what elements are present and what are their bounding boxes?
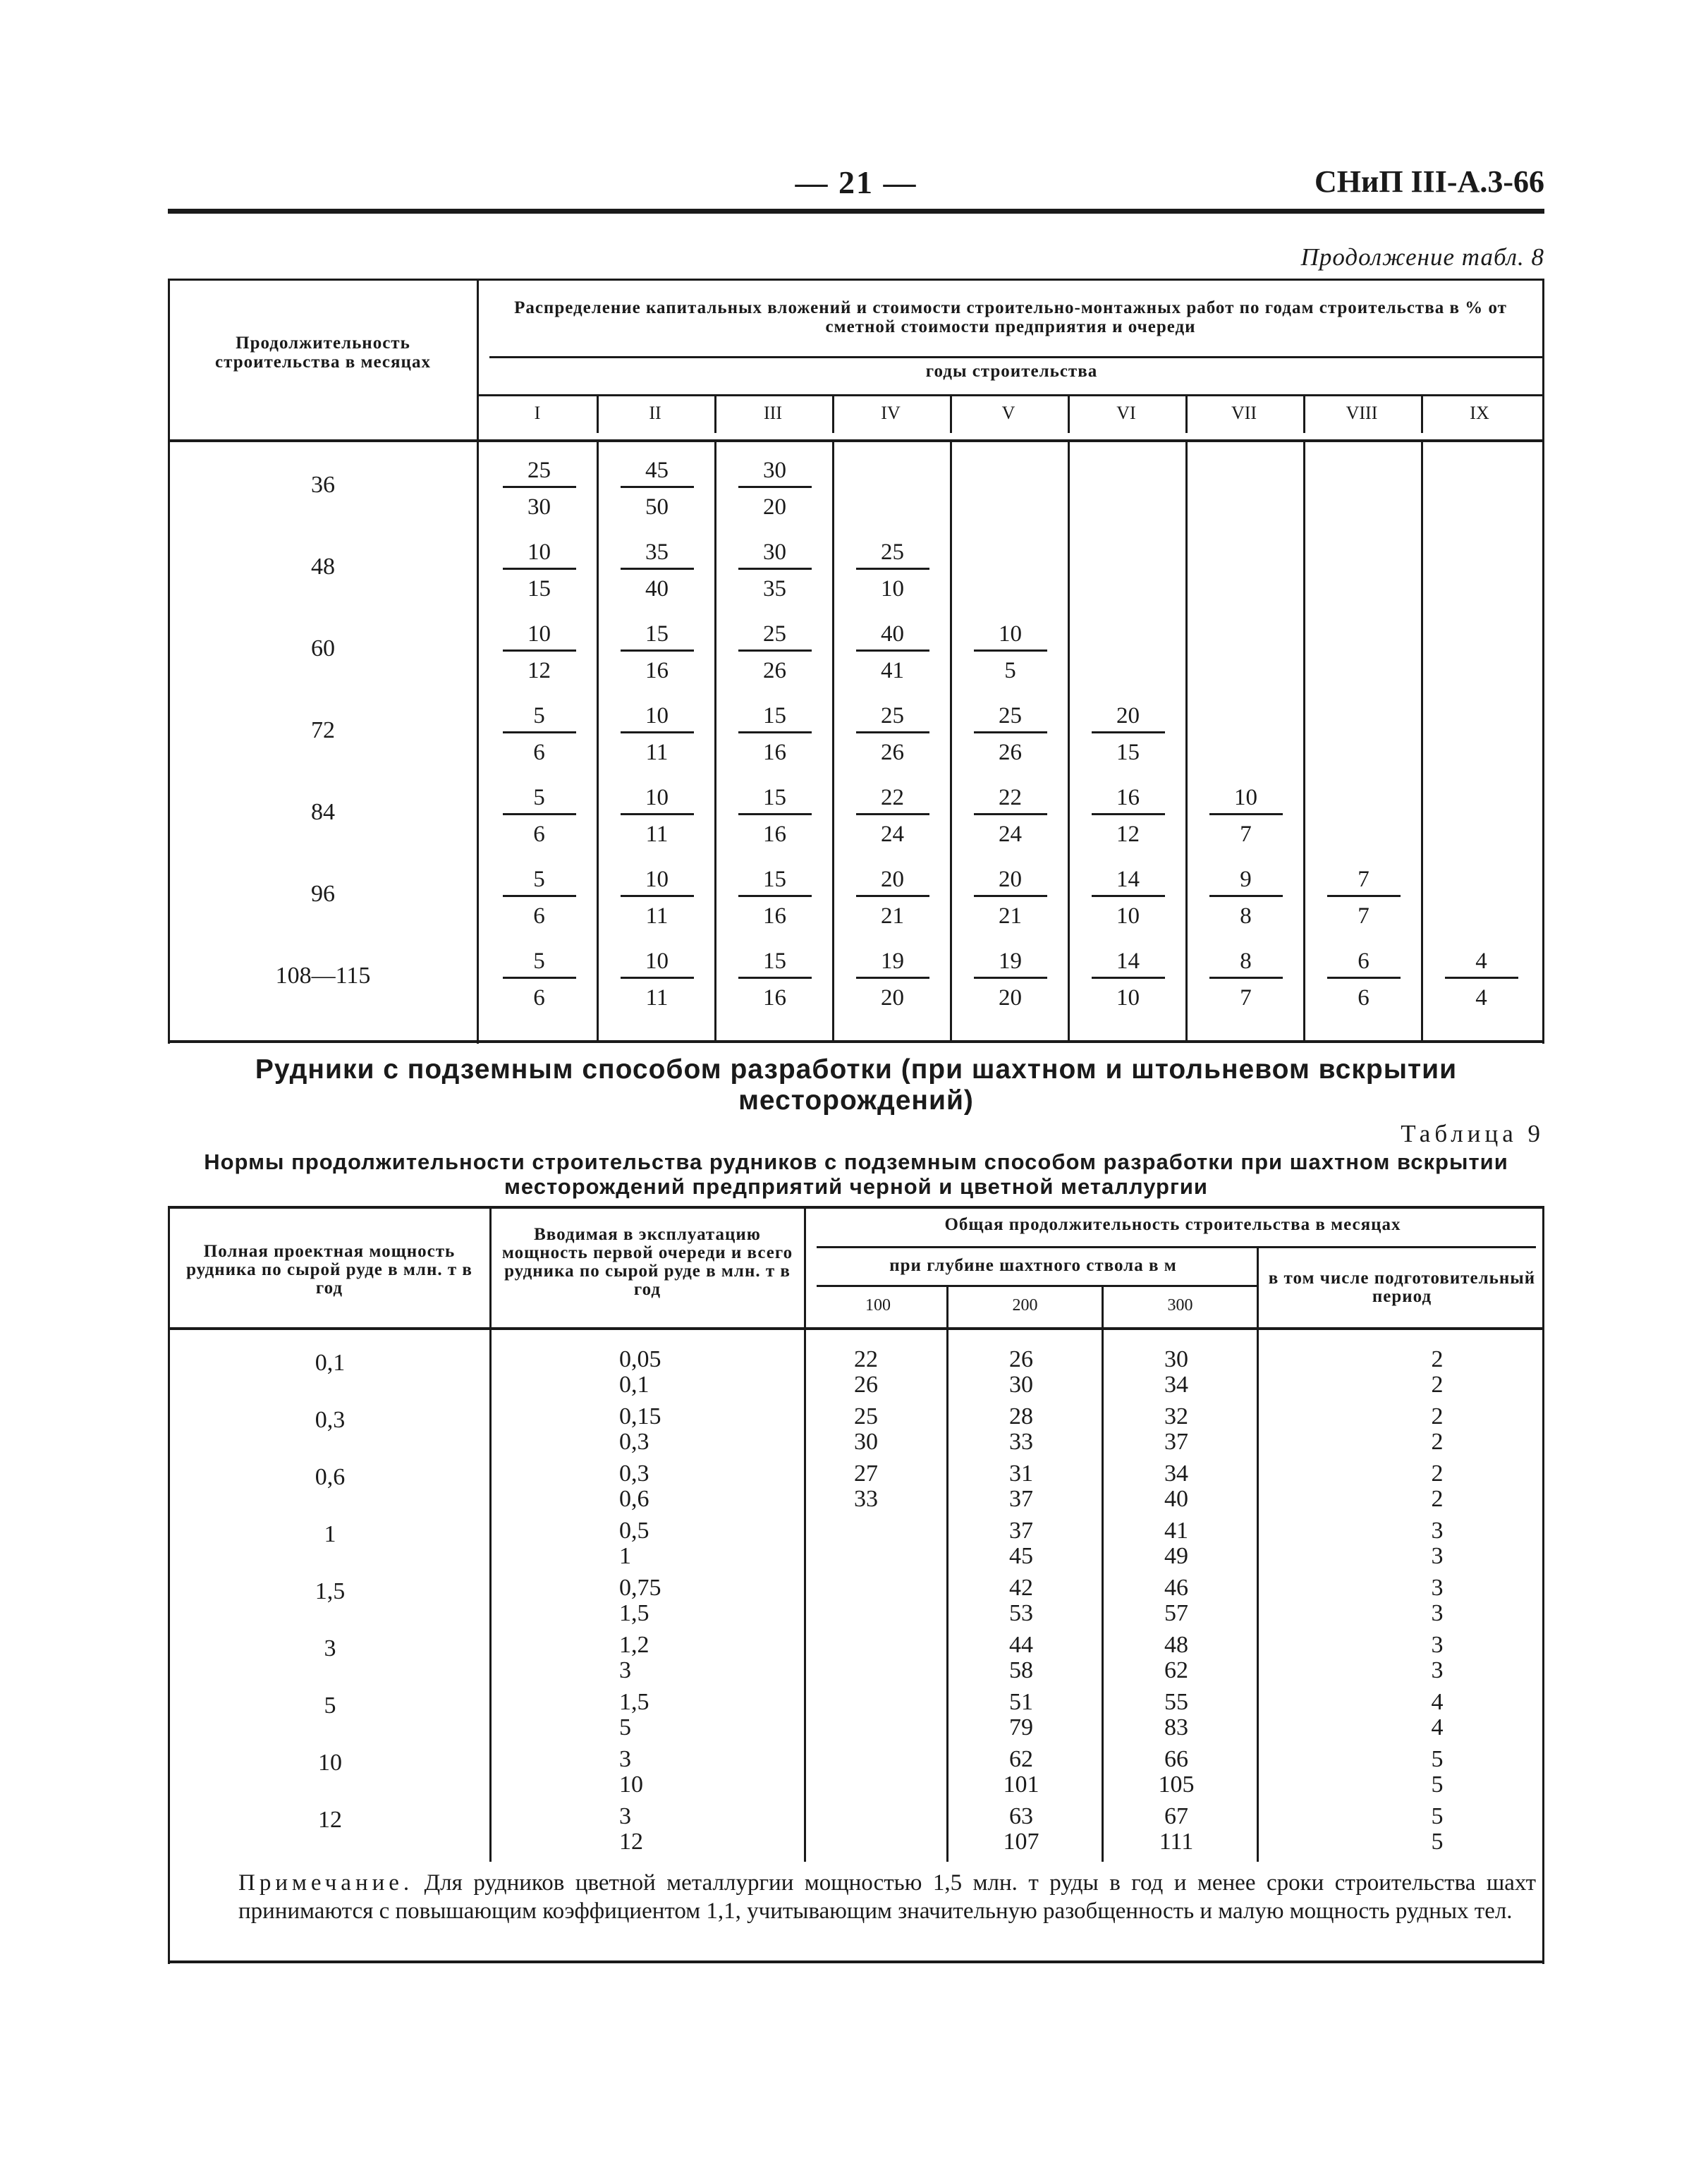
capital-investment-percent: 15: [738, 946, 812, 979]
table-rule: [817, 1246, 1536, 1248]
capital-investment-percent: 5: [503, 864, 576, 897]
capacity-cell: 5: [324, 1693, 336, 1719]
prep-period-cell: 3 3: [1431, 1575, 1444, 1626]
duration-months: 36: [311, 472, 335, 498]
fraction-cell: [1092, 946, 1165, 1010]
construction-works-percent: 50: [645, 494, 669, 520]
table-rule: [168, 1040, 1544, 1043]
fraction-cell: [621, 455, 694, 519]
fraction-cell: [621, 864, 694, 928]
depth-200-cell: 62 101: [1003, 1746, 1039, 1798]
construction-works-percent: 24: [881, 822, 904, 847]
table-rule: [168, 439, 1544, 442]
header-rule: [168, 209, 1544, 214]
table-rule: [1102, 1287, 1104, 1862]
depth-100-cell: 27 33: [854, 1460, 878, 1512]
fraction-cell: [974, 782, 1047, 846]
capital-investment-percent: 10: [621, 864, 694, 897]
capital-investment-percent: 14: [1092, 946, 1165, 979]
capital-investment-percent: 4: [1445, 946, 1518, 979]
capital-investment-percent: 5: [503, 700, 576, 733]
construction-works-percent: 21: [999, 903, 1022, 929]
depth-300-cell: 66 105: [1158, 1746, 1195, 1798]
capital-investment-percent: 9: [1209, 864, 1283, 897]
capital-investment-percent: 40: [856, 618, 929, 652]
capacity-cell: 1,5: [315, 1578, 346, 1604]
fraction-cell: [974, 700, 1047, 764]
construction-works-percent: 7: [1240, 985, 1252, 1011]
table-rule: [1303, 442, 1305, 1042]
construction-works-percent: 30: [527, 494, 551, 520]
first-stage-cell: 1,5 5: [619, 1689, 649, 1740]
table-rule: [832, 442, 834, 1042]
fraction-cell: [1092, 864, 1165, 928]
fraction-cell: [738, 700, 812, 764]
year-header: III: [764, 403, 782, 423]
fraction-cell: [738, 946, 812, 1010]
table-rule: [168, 1206, 170, 1964]
prep-period-cell: 2 2: [1431, 1346, 1444, 1398]
depth-300-cell: 67 111: [1159, 1803, 1194, 1855]
depth-100-cell: 25 30: [854, 1403, 878, 1455]
capital-investment-percent: 22: [856, 782, 929, 815]
fraction-cell: [621, 618, 694, 683]
depth-300-header: 300: [1167, 1296, 1193, 1315]
depth-300-cell: 55 83: [1164, 1689, 1188, 1740]
construction-works-percent: 16: [763, 740, 786, 765]
fraction-cell: [621, 537, 694, 601]
duration-months: 108—115: [275, 963, 371, 989]
construction-works-percent: 10: [1116, 903, 1140, 929]
construction-works-percent: 26: [881, 740, 904, 765]
fraction-cell: [1327, 864, 1401, 928]
note-lead: Примечание.: [238, 1870, 414, 1896]
fraction-cell: [503, 537, 576, 601]
depth-300-cell: 30 34: [1164, 1346, 1188, 1398]
construction-works-percent: 11: [645, 740, 669, 765]
construction-works-percent: 15: [1116, 740, 1140, 765]
table-rule: [804, 1206, 806, 1862]
capital-investment-percent: 45: [621, 455, 694, 488]
fraction-cell: [1092, 700, 1165, 764]
fraction-cell: [503, 782, 576, 846]
page-header: [168, 164, 1544, 206]
year-header: V: [1001, 403, 1015, 423]
capital-investment-percent: 30: [738, 455, 812, 488]
fraction-cell: [1445, 946, 1518, 1010]
construction-works-percent: 10: [881, 576, 904, 602]
table-rule: [479, 394, 1544, 396]
document-code: СНиП III-А.3-66: [1314, 164, 1544, 199]
capital-investment-percent: 20: [1092, 700, 1165, 733]
table-9: [168, 1206, 1544, 1964]
depth-200-cell: 51 79: [1009, 1689, 1033, 1740]
first-stage-cell: 0,05 0,1: [619, 1346, 661, 1398]
first-stage-cell: 1,2 3: [619, 1632, 649, 1683]
table-rule: [1185, 442, 1188, 1042]
fraction-cell: [856, 946, 929, 1010]
capital-investment-percent: 15: [621, 618, 694, 652]
table-9-label: Таблица 9: [1401, 1120, 1544, 1147]
construction-works-percent: 12: [527, 658, 551, 683]
capacity-cell: 0,6: [315, 1464, 346, 1490]
capacity-cell: 0,3: [315, 1407, 346, 1433]
table-8: [168, 279, 1544, 1044]
construction-works-percent: 5: [1004, 658, 1016, 683]
table-rule: [714, 442, 716, 1042]
fraction-cell: [1092, 782, 1165, 846]
capital-investment-percent: 6: [1327, 946, 1401, 979]
capital-investment-percent: 35: [621, 537, 694, 570]
construction-works-percent: 11: [645, 903, 669, 929]
capital-investment-percent: 15: [738, 864, 812, 897]
year-header: VIII: [1346, 403, 1378, 423]
capital-investment-percent: 19: [856, 946, 929, 979]
capital-investment-percent: 15: [738, 700, 812, 733]
capital-investment-percent: 10: [503, 537, 576, 570]
capital-investment-percent: 10: [621, 946, 694, 979]
fraction-cell: [503, 946, 576, 1010]
table-rule: [168, 1327, 1544, 1330]
fraction-cell: [738, 455, 812, 519]
table-rule: [1542, 279, 1544, 1044]
depth-300-cell: 41 49: [1164, 1518, 1188, 1569]
depth-200-cell: 28 33: [1009, 1403, 1033, 1455]
construction-works-percent: 20: [763, 494, 786, 520]
construction-works-percent: 10: [1116, 985, 1140, 1011]
prep-period-cell: 3 3: [1431, 1632, 1444, 1683]
fraction-cell: [621, 700, 694, 764]
construction-works-percent: 16: [763, 822, 786, 847]
year-header: VI: [1116, 403, 1136, 423]
note-text: Для рудников цветной металлургии мощностью 1,5 млн. т руды в год и менее сроки строительства шахт принимаются с повышающим коэффициентом 1,1, учитывающим значительную разобщенность и малую мощность рудных тел.: [238, 1870, 1537, 1924]
first-stage-cell: 0,3 0,6: [619, 1460, 649, 1512]
construction-works-percent: 35: [763, 576, 786, 602]
year-header: IV: [881, 403, 901, 423]
first-stage-header: Вводимая в эксплуатацию мощность первой очереди и всего рудника по сырой руде в млн. т в год: [501, 1225, 793, 1299]
capacity-cell: 1: [324, 1521, 336, 1547]
depth-200-cell: 42 53: [1009, 1575, 1033, 1626]
construction-works-percent: 15: [527, 576, 551, 602]
construction-works-percent: 20: [999, 985, 1022, 1011]
fraction-cell: [738, 782, 812, 846]
shaft-depth-header: при глубине шахтного ствола в м: [889, 1256, 1177, 1275]
capital-investment-percent: 5: [503, 782, 576, 815]
capacity-cell: 12: [318, 1807, 342, 1833]
construction-works-percent: 24: [999, 822, 1022, 847]
construction-works-percent: 8: [1240, 903, 1252, 929]
prep-period-cell: 2 2: [1431, 1460, 1444, 1512]
fraction-cell: [621, 782, 694, 846]
depth-100-cell: 22 26: [854, 1346, 878, 1398]
capital-investment-percent: 15: [738, 782, 812, 815]
construction-works-percent: 11: [645, 985, 669, 1011]
capital-investment-percent: 10: [503, 618, 576, 652]
fraction-cell: [503, 455, 576, 519]
capital-investment-percent: 25: [503, 455, 576, 488]
table-continuation-label: Продолжение табл. 8: [1300, 243, 1544, 271]
construction-works-percent: 41: [881, 658, 904, 683]
first-stage-cell: 0,75 1,5: [619, 1575, 661, 1626]
capital-investment-percent: 14: [1092, 864, 1165, 897]
capital-investment-percent: 10: [621, 782, 694, 815]
table-rule: [168, 279, 170, 1044]
depth-200-cell: 31 37: [1009, 1460, 1033, 1512]
section-title: Рудники с подземным способом разработки (при шахтном и штольневом вскрытии месторождений): [255, 1054, 1458, 1116]
table-rule: [168, 1206, 1544, 1209]
capital-investment-percent: 8: [1209, 946, 1283, 979]
fraction-cell: [1209, 782, 1283, 846]
capacity-cell: 0,1: [315, 1350, 346, 1376]
construction-works-percent: 40: [645, 576, 669, 602]
construction-works-percent: 6: [533, 903, 545, 929]
depth-100-header: 100: [865, 1296, 891, 1315]
table-rule: [477, 279, 479, 1044]
duration-months: 96: [311, 881, 335, 907]
construction-works-percent: 6: [533, 740, 545, 765]
first-stage-cell: 3 12: [619, 1803, 643, 1855]
construction-works-percent: 26: [999, 740, 1022, 765]
fraction-cell: [974, 618, 1047, 683]
construction-works-percent: 26: [763, 658, 786, 683]
capacity-cell: 10: [318, 1750, 342, 1776]
distribution-header: Распределение капитальных вложений и стоимости строительно-монтажных работ по годам строительства в % от сметной стоимости предприятия и очереди: [514, 298, 1507, 336]
fraction-cell: [974, 864, 1047, 928]
fraction-cell: [856, 700, 929, 764]
table-rule: [168, 1960, 1544, 1963]
duration-months: 60: [311, 635, 335, 661]
capital-investment-percent: 20: [974, 864, 1047, 897]
duration-months: 84: [311, 799, 335, 825]
construction-works-percent: 20: [881, 985, 904, 1011]
table-rule: [817, 1285, 1257, 1287]
year-header: II: [649, 403, 661, 423]
table-9-title: Нормы продолжительности строительства рудников с подземным способом разработки при шахтном вскрытии месторождений предприятий черной и цветной металлургии: [204, 1149, 1508, 1199]
capital-investment-percent: 10: [621, 700, 694, 733]
depth-200-cell: 26 30: [1009, 1346, 1033, 1398]
construction-works-percent: 6: [1358, 985, 1370, 1011]
table-rule: [597, 442, 599, 1042]
fraction-cell: [621, 946, 694, 1010]
prep-period-cell: 3 3: [1431, 1518, 1444, 1569]
page-number: — 21 —: [795, 164, 917, 200]
year-header: IX: [1470, 403, 1489, 423]
capital-investment-percent: 5: [503, 946, 576, 979]
table-rule: [1257, 1246, 1259, 1862]
depth-200-cell: 44 58: [1009, 1632, 1033, 1683]
depth-300-cell: 32 37: [1164, 1403, 1188, 1455]
table-rule: [1068, 442, 1070, 1042]
table-rule: [489, 1206, 492, 1862]
construction-works-percent: 11: [645, 822, 669, 847]
construction-works-percent: 7: [1240, 822, 1252, 847]
capital-investment-percent: 10: [974, 618, 1047, 652]
construction-works-percent: 4: [1475, 985, 1487, 1011]
prep-period-cell: 5 5: [1431, 1746, 1444, 1798]
capital-investment-percent: 25: [856, 537, 929, 570]
table-rule: [946, 1287, 948, 1862]
capital-investment-percent: 7: [1327, 864, 1401, 897]
first-stage-cell: 0,15 0,3: [619, 1403, 661, 1455]
prep-period-cell: 2 2: [1431, 1403, 1444, 1455]
fraction-cell: [738, 537, 812, 601]
first-stage-cell: 0,5 1: [619, 1518, 649, 1569]
fraction-cell: [856, 864, 929, 928]
fraction-cell: [1209, 946, 1283, 1010]
first-stage-cell: 3 10: [619, 1746, 643, 1798]
total-duration-header: Общая продолжительность строительства в месяцах: [944, 1215, 1401, 1234]
duration-months: 48: [311, 554, 335, 580]
fraction-cell: [503, 864, 576, 928]
stub-header: Продолжительность строительства в месяцах: [215, 334, 431, 372]
capital-investment-percent: 16: [1092, 782, 1165, 815]
construction-works-percent: 16: [763, 903, 786, 929]
table-rule: [1542, 1206, 1544, 1964]
capital-investment-percent: 25: [974, 700, 1047, 733]
prep-period-cell: 5 5: [1431, 1803, 1444, 1855]
table-rule: [1421, 442, 1423, 1042]
depth-300-cell: 46 57: [1164, 1575, 1188, 1626]
construction-works-percent: 12: [1116, 822, 1140, 847]
construction-works-percent: 21: [881, 903, 904, 929]
table-rule: [489, 356, 1544, 358]
year-header: I: [534, 403, 541, 423]
table-rule: [168, 279, 1544, 281]
depth-300-cell: 48 62: [1164, 1632, 1188, 1683]
capital-investment-percent: 25: [856, 700, 929, 733]
years-header: годы строительства: [925, 362, 1098, 381]
table-rule: [950, 442, 952, 1042]
depth-200-cell: 63 107: [1003, 1803, 1039, 1855]
table-9-note: [238, 1869, 1536, 1925]
duration-months: 72: [311, 717, 335, 743]
capital-investment-percent: 30: [738, 537, 812, 570]
capital-investment-percent: 20: [856, 864, 929, 897]
fraction-cell: [974, 946, 1047, 1010]
capital-investment-percent: 10: [1209, 782, 1283, 815]
prep-period-cell: 4 4: [1431, 1689, 1444, 1740]
fraction-cell: [856, 782, 929, 846]
construction-works-percent: 16: [763, 985, 786, 1011]
fraction-cell: [1327, 946, 1401, 1010]
capital-investment-percent: 22: [974, 782, 1047, 815]
fraction-cell: [503, 618, 576, 683]
depth-300-cell: 34 40: [1164, 1460, 1188, 1512]
fraction-cell: [738, 618, 812, 683]
depth-200-header: 200: [1012, 1296, 1038, 1315]
fraction-cell: [738, 864, 812, 928]
capital-investment-percent: 25: [738, 618, 812, 652]
construction-works-percent: 7: [1358, 903, 1370, 929]
construction-works-percent: 6: [533, 985, 545, 1011]
capital-investment-percent: 19: [974, 946, 1047, 979]
construction-works-percent: 16: [645, 658, 669, 683]
depth-200-cell: 37 45: [1009, 1518, 1033, 1569]
capacity-cell: 3: [324, 1635, 336, 1661]
fraction-cell: [856, 537, 929, 601]
fraction-cell: [503, 700, 576, 764]
construction-works-percent: 6: [533, 822, 545, 847]
fraction-cell: [856, 618, 929, 683]
year-header: VII: [1231, 403, 1257, 423]
prep-period-header: в том числе подготовительный период: [1268, 1269, 1536, 1306]
fraction-cell: [1209, 864, 1283, 928]
capacity-header: Полная проектная мощность рудника по сырой руде в млн. т в год: [186, 1242, 472, 1298]
